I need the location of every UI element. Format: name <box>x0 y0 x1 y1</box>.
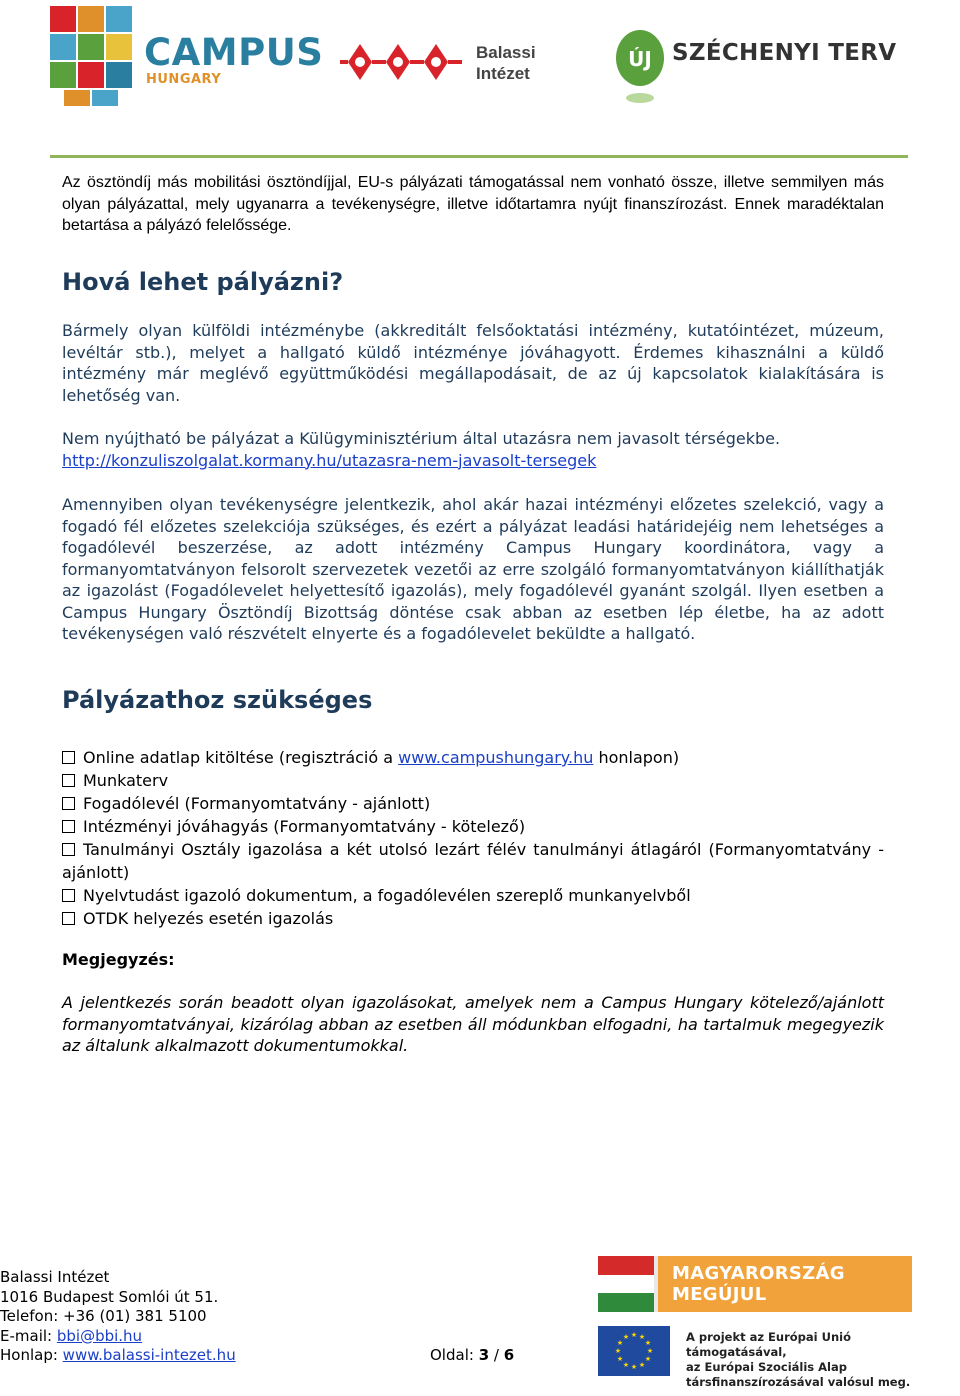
checklist-item-text: OTDK helyezés esetén igazolás <box>83 909 334 928</box>
footer-phone: Telefon: +36 (01) 381 5100 <box>0 1307 207 1326</box>
balassi-logo-text <box>476 42 536 85</box>
page-header <box>0 0 960 160</box>
checklist-item <box>62 769 884 792</box>
checkbox-icon <box>62 843 75 856</box>
heading-hova-lehet-palyazni: Hová lehet pályázni? <box>62 268 344 296</box>
requirements-checklist <box>62 746 884 930</box>
svg-text:★: ★ <box>644 1355 652 1363</box>
svg-text:★: ★ <box>614 1347 622 1355</box>
campus-logo-title: CAMPUS <box>144 31 324 74</box>
checkbox-icon <box>62 751 75 764</box>
checklist-item <box>62 838 884 884</box>
checklist-item-text: Nyelvtudást igazoló dokumentum, a fogadólevélen szereplő munkanyelvből <box>83 886 691 905</box>
uj-szechenyi-terv-logo <box>612 22 912 106</box>
page-separator: / <box>489 1346 504 1364</box>
footer-email-row <box>0 1327 236 1347</box>
page-total: 6 <box>503 1346 515 1364</box>
checklist-item-text: Munkaterv <box>83 771 169 790</box>
campushungary-link[interactable]: www.campushungary.hu <box>398 748 594 767</box>
svg-text:★: ★ <box>638 1333 646 1341</box>
eu-support-notice <box>598 1326 918 1389</box>
svg-text:★: ★ <box>616 1355 624 1363</box>
restricted-regions-text: Nem nyújtható be pályázat a Külügyminisztérium által utazásra nem javasolt térségekbe. <box>62 429 781 448</box>
footer-org-name: Balassi Intézet <box>0 1268 110 1286</box>
svg-text:★: ★ <box>622 1333 630 1341</box>
eu-text-line1: A projekt az Európai Unió támogatásával, <box>686 1330 851 1359</box>
checklist-item-text: Online adatlap kitöltése (regisztráció a <box>83 748 399 767</box>
campus-hungary-logo <box>50 6 324 106</box>
checklist-item <box>62 746 884 769</box>
page-current: 3 <box>478 1346 490 1364</box>
magyarorszag-megujul-banner <box>598 1256 912 1312</box>
footer-address: 1016 Budapest Somlói út 51. <box>0 1287 219 1306</box>
konzuli-szolgalat-link[interactable]: http://konzuliszolgalat.kormany.hu/utazasra-nem-javasolt-tersegek <box>62 450 597 470</box>
checklist-item <box>62 907 884 930</box>
svg-text:★: ★ <box>646 1347 654 1355</box>
intro-paragraph: Az ösztöndíj más mobilitási ösztöndíjjal, EU-s pályázati támogatással nem vonható össze, illetve semmilyen más olyan pályázattal, mely ugyanarra a tevékenységre, illetve időtartamra nyújt finanszírozást. Ennek maradéktalan betartása a pályázó felelőssége. <box>62 174 884 234</box>
eu-text-line3: társfinanszírozásával valósul meg. <box>686 1375 911 1389</box>
balassi-ornament-icon <box>340 34 470 90</box>
restricted-regions-paragraph <box>62 428 884 471</box>
szechenyi-logo-title: SZÉCHENYI TERV <box>672 40 897 66</box>
heading-palyazathoz-szukseges: Pályázathoz szükséges <box>62 686 373 714</box>
note-paragraph: A jelentkezés során beadott olyan igazolásokat, amelyek nem a Campus Hungary kötelező/ajánlott formanyomtatványai, kizárólag abban az esetben áll módunkban elfogadni, ha tartalmuk megegyezik az általunk alkalmazott dokumentumokkal. <box>62 993 884 1055</box>
banner-text: MAGYARORSZÁG MEGÚJUL <box>658 1256 912 1312</box>
checkbox-icon <box>62 797 75 810</box>
checklist-item-text: Tanulmányi Osztály igazolása a két utolsó lezárt félév tanulmányi átlagáról (Formanyomtatvány - ajánlott) <box>62 840 884 882</box>
checklist-item <box>62 792 884 815</box>
preselection-paragraph: Amennyiben olyan tevékenységre jelentkezik, ahol akár hazai intézményi előzetes szelekció, vagy a fogadó fél előzetes szelekciója szükséges, és ezért a pályázat leadási határidejéig nem lehetséges a fogadólevél beszerzése, az adott intézmény Campus Hungary koordinátora, vagy a formanyomtatványon felsorolt szervezetek vezetői az erre szolgáló formanyomtatványon kiállíthatják az igazolást (Fogadólevelet helyettesítő igazolás), mely fogadólevél gyanánt szolgál. Ilyen esetben a Campus Hungary Ösztöndíj Bizottság döntése csak abban az esetben lép életbe, ha az adott tevékenységen való részvételt elnyerte és a fogadólevelet beküldte a hallgató. <box>62 495 884 643</box>
footer-contact-block <box>0 1268 236 1366</box>
footer-email-link[interactable]: bbi@bbi.hu <box>56 1326 143 1345</box>
balassi-logo-line1: Balassi <box>476 43 536 62</box>
header-divider <box>50 155 908 158</box>
footer-web-label: Honlap: <box>0 1346 63 1365</box>
footer-email-label: E-mail: <box>0 1326 57 1345</box>
footer-web-link[interactable]: www.balassi-intezet.hu <box>62 1346 236 1365</box>
target-institutions-paragraph: Bármely olyan külföldi intézménybe (akkreditált felsőoktatási intézmény, kutatóintézet, múzeum, levéltár stb.), melyet a hallgató küldő intézménye jóváhagyott. Érdemes kihasználni a küldő intézmény már meglévő együttműködési megállapodásait, de az új kapcsolatok kialakítására is lehetőség van. <box>62 321 884 405</box>
hungarian-flag-icon <box>598 1256 654 1312</box>
footer-web-row <box>0 1346 236 1366</box>
szechenyi-leaf-icon <box>612 22 672 106</box>
page-number <box>430 1346 514 1364</box>
checklist-item-text: Fogadólevél (Formanyomtatvány - ajánlott) <box>83 794 431 813</box>
svg-text:★: ★ <box>630 1363 638 1371</box>
svg-text:★: ★ <box>616 1339 624 1347</box>
szechenyi-mark-text: ÚJ <box>628 47 652 71</box>
campus-logo-subtitle: HUNGARY <box>146 72 222 87</box>
svg-text:★: ★ <box>630 1331 638 1339</box>
svg-text:★: ★ <box>644 1339 652 1347</box>
page-label: Oldal: <box>430 1346 479 1364</box>
checkbox-icon <box>62 912 75 925</box>
checklist-item <box>62 884 884 907</box>
checkbox-icon <box>62 774 75 787</box>
checklist-item-text: Intézményi jóváhagyás (Formanyomtatvány - kötelező) <box>83 817 526 836</box>
campus-mosaic-icon <box>50 6 134 106</box>
note-heading: Megjegyzés: <box>62 950 175 969</box>
eu-text-line2: az Európai Szociális Alap <box>686 1360 847 1374</box>
checklist-item <box>62 815 884 838</box>
checkbox-icon <box>62 820 75 833</box>
eu-flag-icon <box>598 1326 670 1376</box>
checklist-item-text: honlapon) <box>593 748 680 767</box>
eu-support-text <box>686 1330 918 1390</box>
svg-text:★: ★ <box>638 1361 646 1369</box>
balassi-logo-line2: Intézet <box>476 64 530 84</box>
checkbox-icon <box>62 889 75 902</box>
balassi-intezet-logo <box>340 34 570 90</box>
svg-text:★: ★ <box>622 1361 630 1369</box>
